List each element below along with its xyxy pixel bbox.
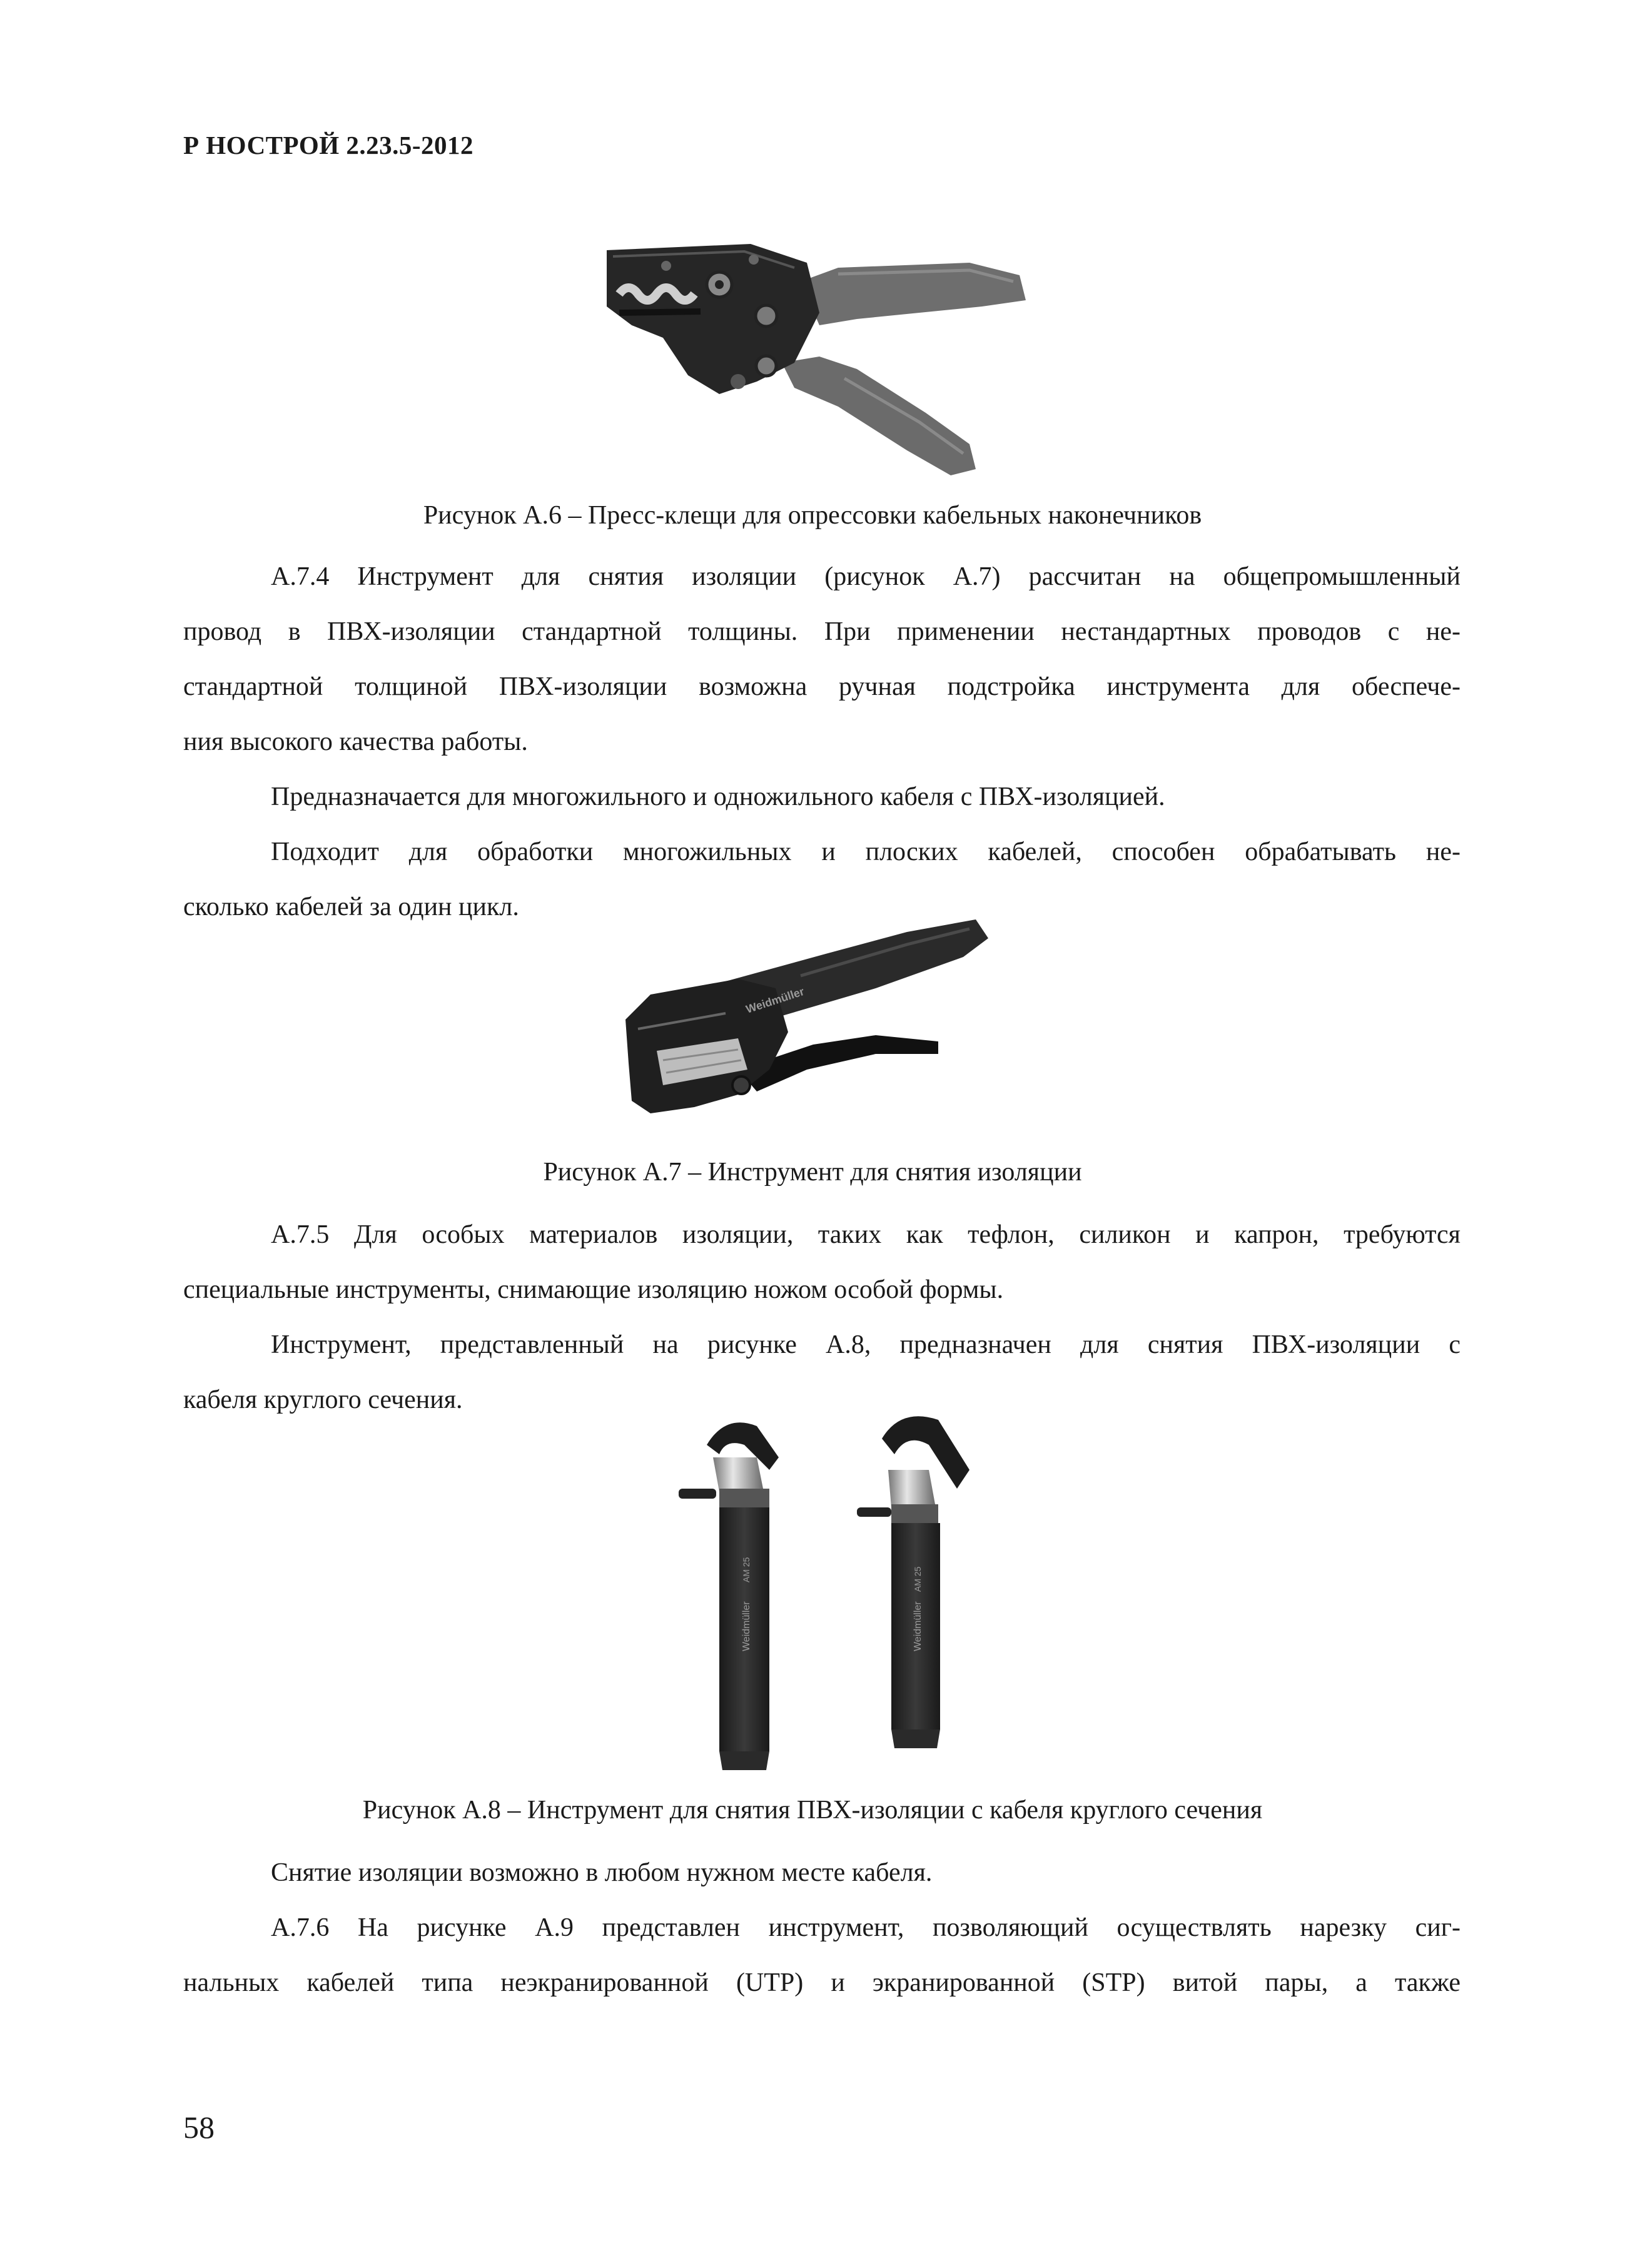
paragraph-a75-line-2: специальные инструменты, снимающие изоляцию ножом особой формы. bbox=[183, 1275, 1004, 1304]
figure-a7-wire-stripper-image bbox=[613, 919, 988, 1145]
figure-a7-brand-label: Weidmüller bbox=[744, 985, 806, 1016]
figure-a8-brand-label-right: Weidmüller bbox=[913, 1601, 923, 1651]
paragraph-a8-ref-line-2: кабеля круглого сечения. bbox=[183, 1385, 463, 1414]
text-block-2 bbox=[183, 1207, 1460, 1427]
paragraph-a74-line-2: провод в ПВХ-изоляции стандартной толщины. При применении нестандартных проводов с не- bbox=[183, 617, 1460, 646]
paragraph-suitability-line-2: сколько кабелей за один цикл. bbox=[183, 893, 519, 921]
paragraph-a74-line-4: ния высокого качества работы. bbox=[183, 727, 528, 756]
paragraph-suitability-line-1: Подходит для обработки многожильных и плоских кабелей, способен обрабатывать не- bbox=[271, 838, 1460, 866]
stripper-left bbox=[679, 1422, 779, 1770]
figure-a8-caption: Рисунок А.8 – Инструмент для снятия ПВХ-изоляции с кабеля круглого сечения bbox=[362, 1796, 1263, 1825]
figure-a6-crimping-pliers-image bbox=[594, 238, 1032, 488]
paragraph-a75-line-1: А.7.5 Для особых материалов изоляции, таких как тефлон, силикон и капрон, требуются bbox=[271, 1220, 1460, 1249]
text-block-1 bbox=[183, 549, 1460, 934]
paragraph-a74-line-1: А.7.4 Инструмент для снятия изоляции (рисунок А.7) рассчитан на общепромышленный bbox=[271, 562, 1460, 591]
paragraph-a76-line-2: нальных кабелей типа неэкранированной (UTP) и экранированной (STP) витой пары, а также bbox=[183, 1968, 1460, 1997]
text-block-3 bbox=[183, 1845, 1460, 2010]
figure-a7-caption: Рисунок А.7 – Инструмент для снятия изоляции bbox=[543, 1158, 1082, 1187]
paragraph-any-place: Снятие изоляции возможно в любом нужном месте кабеля. bbox=[271, 1858, 933, 1887]
figure-a8-cable-stripper-image bbox=[676, 1407, 1038, 1783]
paragraph-a8-ref-line-1: Инструмент, представленный на рисунке А.8, предназначен для снятия ПВХ-изоляции с bbox=[271, 1330, 1460, 1359]
page-number: 58 bbox=[183, 2110, 215, 2145]
paragraph-a74-line-3: стандартной толщиной ПВХ-изоляции возможна ручная подстройка инструмента для обеспече- bbox=[183, 672, 1460, 701]
stripper-right bbox=[857, 1416, 969, 1748]
paragraph-purpose: Предназначается для многожильного и одножильного кабеля с ПВХ-изоляцией. bbox=[271, 782, 1165, 811]
document-header: Р НОСТРОЙ 2.23.5-2012 bbox=[183, 131, 474, 159]
figure-a8-model-label-left: AM 25 bbox=[741, 1557, 751, 1582]
figure-a6-caption: Рисунок А.6 – Пресс-клещи для опрессовки кабельных наконечников bbox=[423, 501, 1202, 530]
figure-a8-model-label-right: AM 25 bbox=[913, 1566, 923, 1592]
figure-a8-brand-label-left: Weidmüller bbox=[741, 1601, 752, 1651]
paragraph-a76-line-1: А.7.6 На рисунке А.9 представлен инструмент, позволяющий осуществлять нарезку сиг- bbox=[271, 1913, 1460, 1942]
